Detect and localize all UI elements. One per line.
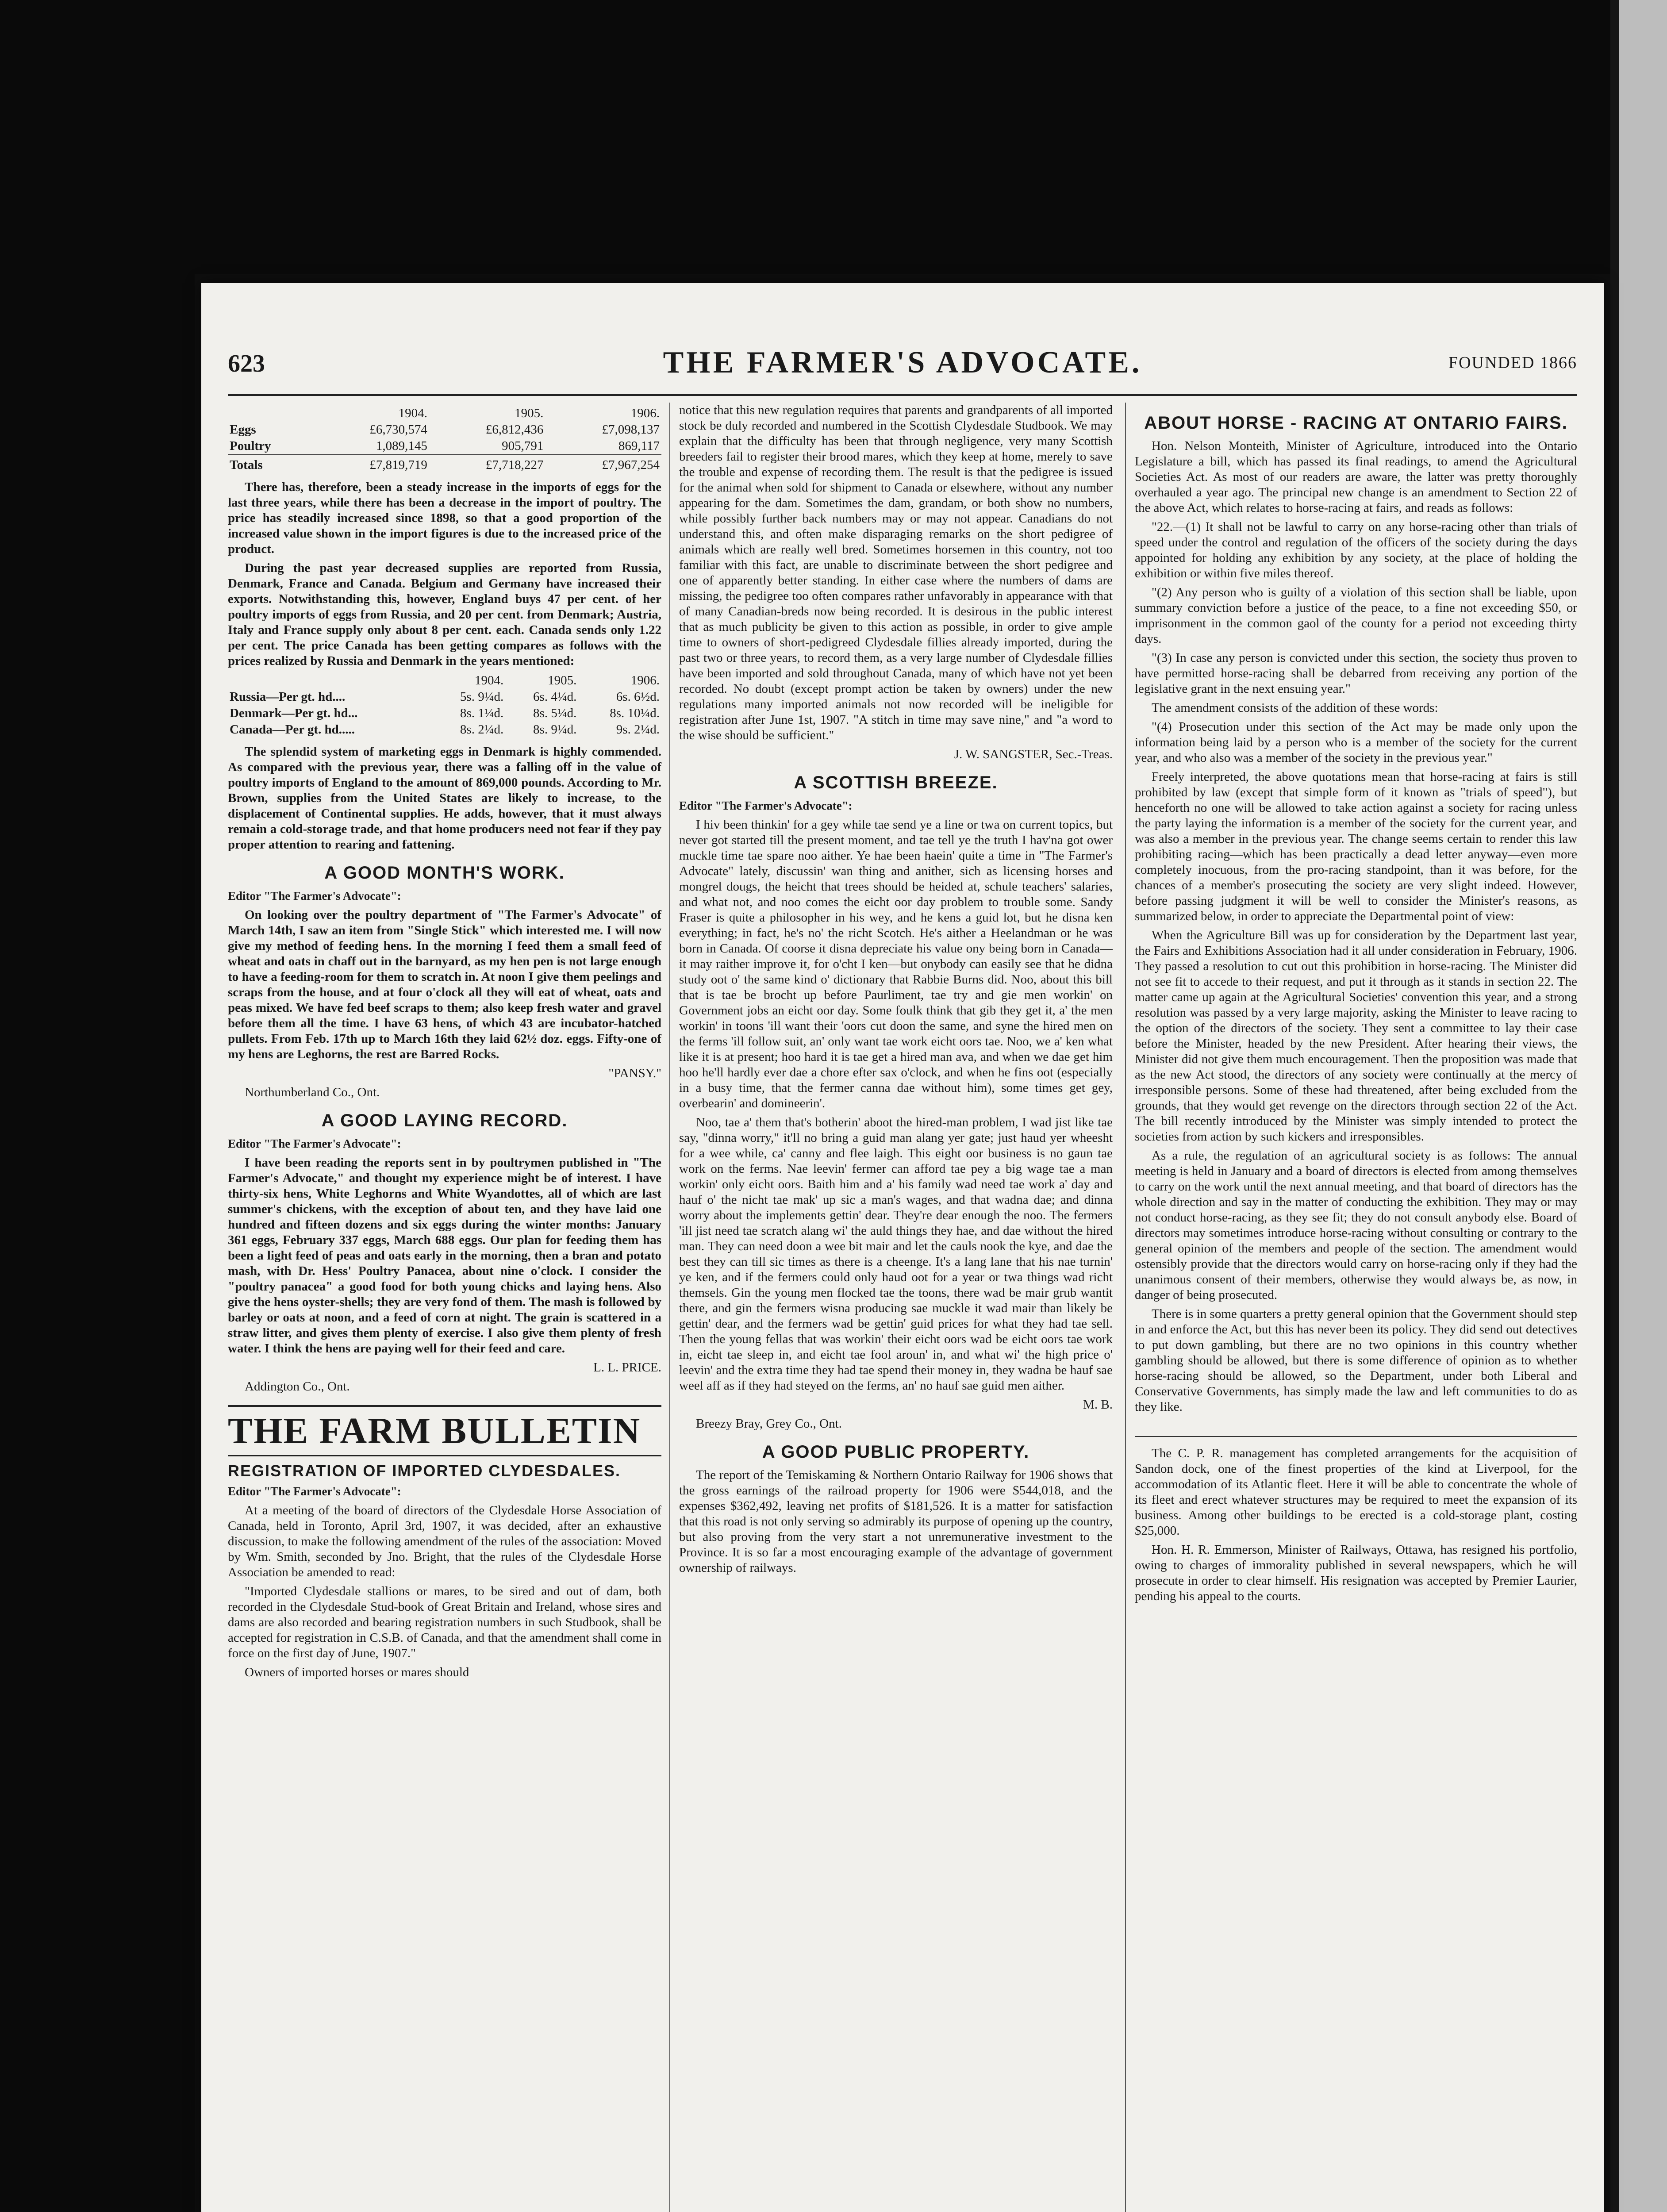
table-row [228, 455, 661, 473]
adjacent-page-edge [1619, 0, 1667, 2212]
table-cell: 8s. 10¼d. [610, 706, 660, 720]
paragraph: The splendid system of marketing eggs in Denmark is highly commended. As compared with the previous year, there was a falling off in the value of poultry imports of England to the amount of 869,000 pounds. According to Mr. Brown, supplies from the United States are likely to increase, to the displacement of Continental supplies. He adds, however, that it must always remain a cold-storage trade, and that home producers need not fear if they pay proper attention to rearing and fattening. [228, 745, 661, 852]
column-divider [1125, 403, 1126, 2212]
table-header: 1906. [630, 673, 660, 687]
signature: M. B. [1083, 1398, 1113, 1412]
table-cell: Totals [228, 455, 313, 473]
masthead-rule [228, 394, 1577, 396]
table-header [228, 672, 432, 689]
newspaper-page [201, 283, 1604, 2212]
paragraph: Hon. Nelson Monteith, Minister of Agriculture, introduced into the Ontario Legislature a bill, which has passed its final readings, to amend the Agricultural Societies Act. As most of our readers are aware, the latter was pretty thoroughly overhauled a year ago. The principal new change is an amendment to Section 22 of the above Act, which relates to horse-racing at fairs, and reads as follows: [1135, 439, 1577, 515]
paragraph: When the Agriculture Bill was up for consideration by the Department last year, the Fairs and Exhibitions Association had it all under consideration in February, 1906. They passed a resolution to cut out this prohibition in horse-racing. The Minister did not see fit to accede to their request, and put it through as it stands in section 22. The matter came up again at the Agricultural Societies' convention this year, and a strong resolution was passed by a very large majority, asking the Minister to leave racing to the option of the directors of the society. They sent a committee to lay their case before the Minister, headed by the new President. After hearing their views, the Minister did not give them much encouragement. Then the proposition was made that as the new Act stood, the directors of any society were continually at the mercy of irresponsible persons. Some of these had threatened, after being excluded from the grounds, that they would get revenge on the directors through section 22 of the Act. The bill recently introduced by the Minister was simply intended to protect the societies from action by such kickers and irresponsibles. [1135, 928, 1577, 1144]
paragraph: Hon. H. R. Emmerson, Minister of Railways, Ottawa, has resigned his portfolio, owing to charges of immorality published in several newspapers, which he will prosecute in order to clear himself. His resignation was accepted by Premier Laurier, pending his appeal to the courts. [1135, 1543, 1577, 1603]
table-cell: £6,812,436 [485, 422, 544, 437]
table-cell: £7,967,254 [545, 455, 661, 473]
newspaper-title: THE FARMER'S ADVOCATE. [663, 346, 1142, 380]
table-header-row [228, 405, 661, 422]
table-cell: 8s. 9¼d. [533, 722, 577, 737]
table-cell: Canada—Per gt. hd..... [230, 722, 355, 737]
table-cell: 8s. 1¼d. [460, 706, 504, 720]
table-cell: 8s. 2¼d. [460, 722, 504, 737]
table-header: 1904. [474, 673, 504, 687]
paragraph: During the past year decreased supplies are reported from Russia, Denmark, France and Canada. Belgium and Germany have increased their exports. Notwithstanding this, however, England buys 47 per cent. of her poultry imports of eggs from Russia, and 20 per cent. from Denmark; Austria, Italy and France supply only about 8 per cent. each. Canada sends only 1.22 per cent. The price Canada has been getting compares as follows with the prices realized by Russia and Denmark in the years mentioned: [228, 561, 661, 668]
article-heading: A GOOD PUBLIC PROPERTY. [762, 1442, 1030, 1462]
table-cell: 6s. 4¼d. [533, 690, 577, 704]
paragraph: Noo, tae a' them that's botherin' aboot the hired-man problem, I wad jist like tae say, "dinna worry," it'll no bring a guid man alang yer gate; just haud yer wheesht for a wee while, ca' canny and flee laigh. This eight oor business is no gaun tae work on the ferms. Nae leevin' fermer can afford tae pey a big wage tae a man workin' only eicht oors. Baith him and a' his family wad need tae work a' day and hauf o' the nicht tae mak' up sic a man's wages, and that wadna dae; and dinna worry about the implements gettin' dear. They're dear enough the noo. The fermers 'ill jist need tae scratch alang wi' the auld things they hae, and dae without the hired man. They can need doon a wee bit mair and let the cauls nook the kye, and dae the best they can till sic times as there is a cheenge. It's a lang lane that his nae turnin' ye ken, and if the fermers could only haud oot for a year or twa things wad richt themsels. Gin the young men flocked tae the toons, there wad be mair grub wantit there, and gin the fermers wisna producing sae muckle it wad mair than likely be gettin' dear, and the fermers wad be gettin' guid prices for what they had tae sell. Then the young fellas that was workin' their eicht oors wad be eicht oors tae work in, eicht tae sleep in, and eicht tae fool aroun' in, and what wi' the high price o' leevin' and the extra time they had tae spend their money in, they wadna be hauf sae weel aff as if they had steyed on the ferms, an' no hauf sae guid men aither. [679, 1115, 1113, 1393]
scan-background-left [0, 0, 195, 2212]
paragraph: As a rule, the regulation of an agricultural society is as follows: The annual meeting is held in January and a board of directors is elected from among themselves to carry on the work until the next annual meeting, and that board of directors has the whole direction and say in the matter of conducting the exhibition. They may or may not conduct horse-racing, as they see fit; they do not consult anybody else. Board of directors may sometimes introduce horse-racing without consulting or contrary to the general opinion of the members and people of the section. The amendment would ostensibly provide that the directors would carry on horse-racing only if they had the unanimous consent of their members, otherwise they would always be, as now, in danger of being prosecuted. [1135, 1148, 1577, 1302]
paragraph: "22.—(1) It shall not be lawful to carry on any horse-racing other than trials of speed under the control and regulation of the officers of the society during the days appointed for holding any exhibition by any society, at the place of holding the exhibition or within five miles thereof. [1135, 520, 1577, 580]
paragraph: "(3) In case any person is convicted under this section, the society thus proven to have permitted horse-racing shall be debarred from receiving any portion of the legislative grant in the next ensuing year." [1135, 651, 1577, 696]
paragraph: "(4) Prosecution under this section of the Act may be made only upon the information being laid by a person who is a member of the society for the current year, and who also was a member of the society in the previous year." [1135, 720, 1577, 765]
editor-line: Editor "The Farmer's Advocate": [679, 799, 853, 812]
table-cell: £7,098,137 [602, 422, 660, 437]
column-3 [1135, 403, 1577, 1608]
table-header: 1905. [548, 673, 577, 687]
article-heading: REGISTRATION OF IMPORTED CLYDESDALES. [228, 1462, 621, 1480]
paragraph: On looking over the poultry department of "The Farmer's Advocate" of March 14th, I saw an item from "Single Stick" which interested me. I will now give my method of feeding hens. In the morning I feed them a small feed of wheat and oats in chaff out in the barnyard, as my hen pen is not large enough to have a feeding-room for them to scratch in. At noon I give them peelings and scraps from the house, and at four o'clock all they will eat of wheat, oats and peas mixed. We have fed beef scraps to them; also keep fresh water and gravel before them all the time. I have 63 hens, of which 43 are incubator-hatched pullets. From Feb. 17th up to March 16th they laid 62½ doz. eggs. Fifty-one of my hens are Leghorns, the rest are Barred Rocks. [228, 908, 661, 1061]
paragraph: Owners of imported horses or mares should [245, 1665, 469, 1679]
section-banner: THE FARM BULLETIN [228, 1405, 661, 1456]
table-cell: 9s. 2¼d. [616, 722, 660, 737]
table-header-row [228, 672, 661, 689]
scan-background [0, 0, 1667, 274]
table-header: 1906. [630, 406, 660, 420]
adjacent-page-edge-dark [1610, 0, 1620, 2212]
table-cell: Eggs [230, 422, 256, 437]
paragraph: "Imported Clydesdale stallions or mares, to be sired and out of dam, both recorded in the Clydesdale Stud-book of Great Britain and Ireland, whose sires and dams are also recorded and bearing registration numbers in such Studbook, shall be accepted for registration in C.S.B. of Canada, and that the amendment shall come in force on the first day of June, 1907." [228, 1584, 661, 1660]
location: Northumberland Co., Ont. [245, 1085, 380, 1099]
paragraph: "(2) Any person who is guilty of a violation of this section shall be liable, upon summary conviction before a justice of the peace, to a fine not exceeding $50, or imprisonment in the common gaol of the county for a period not exceeding thirty days. [1135, 585, 1577, 646]
paragraph: The amendment consists of the addition of these words: [1152, 701, 1438, 715]
paragraph: Freely interpreted, the above quotations mean that horse-racing at fairs is still prohibited by law (except that simple form of it known as "trials of speed"), but henceforth no one will be allowed to take action against a society for racing unless the party laying the information is a member of the society for the current year, and was also a member in the previous year. The change seems certain to render this law prohibiting racing—which has been practically a dead letter anyway—even more completely inocuous, from the pro-racing standpoint, than it was before, for the chances of a member's prosecuting the society are very slight indeed. However, before passing judgment it will be well to consider the Minister's reasons, as summarized below, in order to appreciate the Departmental point of view: [1135, 770, 1577, 923]
table-cell: 8s. 5¼d. [533, 706, 577, 720]
founded-note: FOUNDED 1866 [1448, 353, 1577, 372]
signature: J. W. SANGSTER, Sec.-Treas. [954, 747, 1113, 761]
table-cell: £7,718,227 [429, 455, 545, 473]
table-cell: 1,089,145 [376, 439, 427, 453]
article-heading: A SCOTTISH BREEZE. [794, 773, 998, 792]
table-cell: 6s. 6½d. [616, 690, 660, 704]
paragraph: There has, therefore, been a steady increase in the imports of eggs for the last three years, while there has been a decrease in the import of poultry. The price has steadily increased since 1898, so that a good proportion of the increased value shown in the import figures is due to the increased price of the product. [228, 480, 661, 556]
table-cell: 869,117 [618, 439, 660, 453]
table-row [228, 722, 661, 738]
table-row [228, 705, 661, 722]
article-heading: A GOOD LAYING RECORD. [321, 1111, 568, 1130]
page-number: 623 [228, 350, 265, 377]
paragraph: I have been reading the reports sent in by poultrymen published in "The Farmer's Advocate," and thought my experience might be of interest. I have thirty-six hens, White Leghorns and White Wyandottes, all of which are last summer's chickens, with the exception of about ten, and they have laid one hundred and fifteen dozens and six eggs during the winter months: January 361 eggs, February 337 eggs, March 688 eggs. Our plan for feeding them has been a light feed of peas and oats early in the morning, then a bran and potato mash, with Dr. Hess' Poultry Panacea, about nine o'clock. I consider the "poultry panacea" a good food for both young chicks and laying hens. Also give the hens oyster-shells; they are very fond of them. The mash is followed by barley or oats at noon, and a feed of corn at night. The grain is scattered in a straw litter, and gives them plenty of exercise. I also give them plenty of fresh water. I think the hens are paying well for their feed and care. [228, 1156, 661, 1356]
table-cell: Poultry [230, 439, 271, 453]
column-1 [228, 403, 661, 1684]
table-header [228, 405, 313, 422]
table-header: 1905. [515, 406, 544, 420]
masthead [228, 341, 1577, 389]
table-cell: 5s. 9¼d. [460, 690, 504, 704]
table-cell: Russia—Per gt. hd.... [230, 690, 346, 704]
table-row [228, 689, 661, 705]
paragraph: The C. P. R. management has completed arrangements for the acquisition of Sandon dock, one of the finest properties of the kind at Liverpool, for the accommodation of its Atlantic fleet. Here it will be able to concentrate the whole of its fleet and erect whatever structures may be required to meet the expansion of its business. Among other buildings to be erected is a cold-storage plant, costing $25,000. [1135, 1446, 1577, 1538]
table-row [228, 422, 661, 438]
table-header: 1904. [398, 406, 427, 420]
paragraph: The report of the Temiskaming & Northern Ontario Railway for 1906 shows that the gross earnings of the railroad property for 1906 were $544,018, and the expenses $362,492, leaving net profits of $181,526. It is a matter for satisfaction that this road is not only serving so admirably its purpose of opening up the country, but also proving from the very start a not unremunerative investment to the Province. It is so far a most encouraging example of the advantage of government ownership of railways. [679, 1468, 1113, 1575]
paragraph: notice that this new regulation requires that parents and grandparents of all imported stock be duly recorded and numbered in the Scottish Clydesdale Studbook. We may explain that the difficulty has been that through negligence, very many Scottish breeders fail to register their brood mares, which they keep at home, merely to save the trouble and expense of recording them. The result is that the pedigree is issued for the animal when sold for shipment to Canada or elsewhere, without any number appearing for the dam. Sometimes the dam, grandam, or both show no numbers, while possibly further back numbers may or may not appear. Canadians do not understand this, and often make disparaging remarks on the short pedigree of animals which are really well bred. Sometimes horsemen in this country, not too familiar with this fact, are unable to discriminate between the short pedigree and one of apparently better standing. In either case where the numbers of dams are missing, the pedigree too often compares rather unfavorably in appearance with that of many Canadian-breds now being recorded. It is desirous in the public interest that as much publicity be given to this action as possible, in order to give ample time to owners of short-pedigreed Clydesdale fillies already imported, during the past two or three years, to record them, as a very large number of Clydesdale fillies have been imported and sold throughout Canada, many of which have not yet been recorded. No doubt (except prompt action be taken by owners) under the new regulations many imported animals not now recorded will be ineligible for registration after June 1st, 1907. "A stitch in time may save nine," and "a word to the wise should be sufficient." [679, 403, 1113, 742]
paragraph: At a meeting of the board of directors of the Clydesdale Horse Association of Canada, held in Toronto, April 3rd, 1907, it was decided, after an exhaustive discussion, to make the following amendment of the rules of the association: Moved by Wm. Smith, seconded by Jno. Bright, that the rules of the Clydesdale Horse Association be amended to read: [228, 1503, 661, 1579]
egg-imports-table [228, 405, 661, 473]
table-cell: £7,819,719 [313, 455, 429, 473]
paragraph: I hiv been thinkin' for a gey while tae send ye a line or twa on current topics, but never got started till the present moment, and tae tell ye the truth I hav'na got ower muckle time tae spare noo aither. Ye hae been haein' quite a time in "The Farmer's Advocate" lately, discussin' wan thing and anither, sich as licensing horses and mongrel dougs, the heicht that trees should be heided at, schule teachers' salaries, and what not, and noo comes the eicht oor day problem to trouble some. Sandy Fraser is quite a philosopher in his wey, and he kens a guid lot, but he disna ken everything; in fact, he's no' the richt Scotch. He's aither a Heelandman or he was born in Canada. Of coorse it disna depreciate his value ony being born in Canada—it may raither improve it, for o'cht I ken—but onybody can easily see that he didna study oot o' the same kind o' dictionary that Rabbie Burns did. Noo, about this bill that is tae be brocht up before Paurliment, tae try and gie men workin' on Government jobs an eicht oor day. Some foulk think that gib they get it, a' the men workin' in toons 'ill want their 'oors cut doon the same, and syne the hired men on the ferms 'ill follow suit, an' only want tae work eicht oors tae. Noo, we a' ken what like it is at present; hoo hard it is tae get a hired man ava, and when we dae get him hoo he'll hardly ever dae a chore efter sax o'clock, and when he fins oot (especially in a busy time, that the fermer canna dae without him), some times get gey, overbearin' and domineerin'. [679, 818, 1113, 1110]
column-divider [669, 403, 670, 2212]
column-2 [679, 403, 1113, 1579]
table-cell: £6,730,574 [369, 422, 427, 437]
editor-line: Editor "The Farmer's Advocate": [228, 889, 401, 902]
editor-line: Editor "The Farmer's Advocate": [228, 1485, 401, 1498]
editor-line: Editor "The Farmer's Advocate": [228, 1137, 401, 1150]
article-heading: ABOUT HORSE - RACING AT ONTARIO FAIRS. [1144, 413, 1568, 433]
article-heading: A GOOD MONTH'S WORK. [324, 863, 565, 883]
table-cell: 905,791 [502, 439, 544, 453]
location: Breezy Bray, Grey Co., Ont. [696, 1417, 842, 1431]
table-cell: Denmark—Per gt. hd... [230, 706, 358, 720]
signature: "PANSY." [608, 1066, 661, 1080]
location: Addington Co., Ont. [245, 1379, 350, 1394]
divider [1135, 1418, 1577, 1437]
egg-price-table [228, 672, 661, 738]
paragraph: There is in some quarters a pretty general opinion that the Government should step in and enforce the Act, but this has never been its policy. They did send out detectives to put down gambling, but there are no two opinions in this country whether gambling should be allowed, but there is some difference of opinion as to whether horse-racing should be allowed, so the Department, under both Liberal and Conservative Governments, has simply made the law and left communities to do as they like. [1135, 1307, 1577, 1414]
table-row [228, 438, 661, 455]
signature: L. L. PRICE. [593, 1360, 661, 1375]
